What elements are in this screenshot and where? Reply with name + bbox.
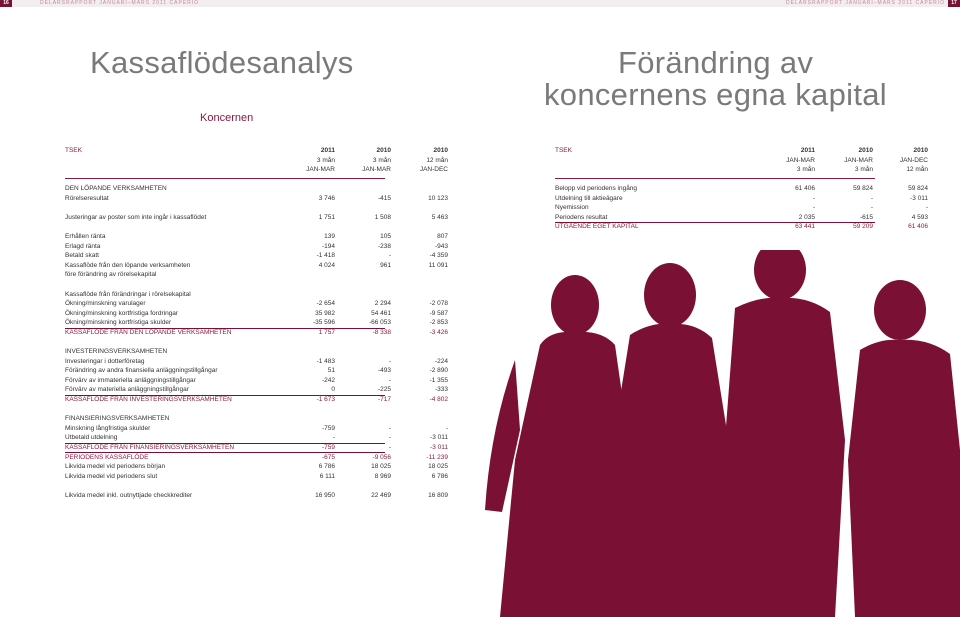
row-value: -: [332, 434, 335, 442]
row-value: -: [812, 194, 815, 202]
cashflow-col-range: JAN-DEC: [419, 166, 448, 174]
row-value: 61 406: [795, 185, 815, 192]
equity-col-range: JAN-MAR: [786, 156, 815, 164]
table-row: [65, 453, 448, 463]
row-value: 59 824: [853, 185, 873, 192]
cashflow-col-year: 2010: [433, 147, 448, 154]
table-row: [65, 213, 448, 223]
table-row: [65, 242, 448, 252]
row-value: -: [388, 444, 391, 452]
table-row: [65, 290, 395, 300]
table-row: [65, 481, 395, 491]
cashflow-title: Kassaflödesanalys: [90, 45, 354, 80]
row-label: Belopp vid periodens ingång: [555, 185, 638, 192]
table-row: [65, 357, 448, 367]
row-label: Kassaflöde från förändringar i rörelsekapital: [65, 290, 191, 298]
cashflow-tsek-label: TSEK: [65, 147, 82, 154]
row-value: 11 091: [428, 261, 448, 269]
table-row: [65, 376, 448, 386]
row-label: Utbetald utdelning: [65, 434, 118, 442]
cashflow-col-year: 2010: [376, 147, 391, 154]
row-value: -35 596: [312, 319, 335, 327]
row-value: 16 809: [428, 492, 448, 499]
row-value: -: [388, 424, 391, 432]
cashflow-col-period: 3 mån: [316, 156, 335, 164]
row-label: Erlagd ränta: [65, 242, 101, 250]
row-value: -717: [377, 396, 391, 404]
row-label: Utdelning till aktieägare: [555, 194, 623, 202]
row-value: 2 035: [798, 213, 815, 221]
equity-col-period: 3 mån: [796, 166, 815, 174]
equity-tsek-label: TSEK: [555, 147, 572, 154]
row-value: 1 508: [374, 213, 391, 221]
row-value: -4 802: [429, 396, 448, 404]
row-label: UTGÅENDE EGET KAPITAL: [555, 223, 639, 231]
equity-table: [555, 184, 928, 232]
table-row: [65, 251, 448, 261]
row-value: -1 355: [429, 376, 448, 384]
row-label: Justeringar av poster som inte ingår i kassaflödet: [65, 213, 207, 221]
table-row: [65, 261, 448, 271]
row-value: 59 209: [853, 223, 873, 231]
people-silhouette-image: [480, 250, 960, 617]
cashflow-subtitle: Koncernen: [200, 112, 254, 124]
row-value: -2 890: [429, 367, 448, 375]
row-label: Ökning/minskning varulager: [65, 300, 146, 308]
table-row: [65, 462, 448, 472]
row-value: 6 786: [431, 472, 448, 480]
row-value: -675: [321, 453, 335, 461]
row-value: -2 654: [316, 300, 335, 308]
row-label: Förändring av andra finansiella anläggningstillgångar: [65, 367, 218, 375]
table-row: [65, 270, 395, 280]
row-value: -194: [321, 242, 335, 250]
cashflow-col-range: JAN-MAR: [306, 166, 335, 174]
row-value: -2 078: [429, 300, 448, 308]
row-label: före förändring av rörelsekapital: [65, 271, 157, 279]
row-value: -: [388, 252, 391, 260]
row-label: Likvida medel inkl. outnyttjade checkkrediter: [65, 492, 193, 499]
row-label: Kassaflöde från den löpande verksamheten: [65, 261, 191, 269]
cashflow-table-header: [65, 146, 448, 175]
table-row: [555, 194, 928, 204]
table-row: [65, 318, 448, 328]
row-value: -9 587: [429, 309, 448, 317]
table-row: [555, 222, 928, 232]
table-row: [65, 366, 448, 376]
row-value: 6 111: [319, 472, 335, 480]
row-value: -1 483: [316, 357, 335, 365]
row-value: 1 757: [318, 328, 335, 336]
table-row: [555, 203, 928, 213]
row-value: 18 025: [371, 463, 391, 471]
row-value: 4 024: [318, 261, 335, 269]
row-value: 1 751: [318, 213, 335, 221]
row-value: -225: [377, 386, 391, 394]
row-value: 35 982: [315, 309, 335, 317]
row-value: 16 950: [315, 492, 335, 499]
equity-header-rule: [555, 178, 875, 179]
table-row: [65, 280, 395, 290]
row-label: Likvida medel vid periodens början: [65, 463, 166, 471]
row-value: 4 593: [911, 213, 928, 221]
table-row: [65, 194, 448, 204]
row-value: -: [870, 194, 873, 202]
table-row: [65, 433, 448, 443]
row-value: 51: [327, 367, 335, 375]
row-label: Periodens resultat: [555, 213, 608, 221]
table-row: [65, 414, 395, 424]
cashflow-header-rule: [65, 178, 385, 179]
equity-title-line2: koncernens egna kapital: [544, 77, 887, 112]
row-value: -224: [434, 357, 448, 365]
row-value: 59 824: [908, 185, 928, 192]
row-label: Rörelseresultat: [65, 194, 109, 202]
row-label: FINANSIERINGSVERKSAMHETEN: [65, 415, 170, 423]
row-value: 10 123: [428, 194, 448, 202]
row-label: INVESTERINGSVERKSAMHETEN: [65, 348, 168, 356]
row-value: -415: [377, 194, 391, 202]
left-page-number: 16: [0, 0, 12, 7]
table-row: [65, 299, 448, 309]
row-value: -9 056: [372, 453, 391, 461]
row-value: -759: [321, 444, 335, 452]
table-row: [65, 491, 448, 501]
row-value: 8 969: [374, 472, 391, 480]
cashflow-col-year: 2011: [320, 147, 335, 154]
row-label: Ökning/minskning kortfristiga skulder: [65, 319, 172, 327]
equity-col-period: 3 mån: [854, 166, 873, 174]
row-value: 0: [331, 386, 335, 394]
right-running-title: DELÅRSRAPPORT JANUARI–MARS 2011 CAPERIO: [786, 0, 946, 6]
table-row: [65, 472, 448, 482]
table-row: [65, 338, 395, 348]
row-value: -: [812, 204, 815, 212]
equity-table-header: [555, 146, 928, 175]
cashflow-col-period: 3 mån: [372, 156, 391, 164]
row-value: -: [388, 376, 391, 384]
row-label: DEN LÖPANDE VERKSAMHETEN: [65, 185, 167, 192]
table-row: [65, 347, 395, 357]
left-running-title: DELÅRSRAPPORT JANUARI–MARS 2011 CAPERIO: [40, 0, 200, 6]
equity-col-year: 2011: [800, 147, 815, 154]
table-row: [65, 443, 448, 453]
table-row: [65, 203, 395, 213]
row-value: 3 746: [318, 194, 335, 202]
row-value: 2 294: [374, 300, 391, 308]
equity-col-range: JAN-MAR: [844, 156, 873, 164]
row-value: -2 853: [429, 319, 448, 327]
row-value: -: [388, 434, 391, 442]
row-value: -242: [321, 376, 335, 384]
row-label: Förvärv av immateriella anläggningstillgångar: [65, 376, 196, 384]
row-value: -238: [377, 242, 391, 250]
row-value: -66 053: [368, 319, 391, 327]
row-value: -3 011: [910, 194, 928, 202]
table-row: [65, 328, 448, 338]
row-value: 18 025: [428, 463, 448, 471]
table-row: [65, 405, 395, 415]
table-row: [555, 184, 928, 194]
equity-col-year: 2010: [913, 147, 928, 154]
equity-col-range: JAN-DEC: [899, 156, 928, 164]
row-value: -4 359: [429, 252, 448, 260]
table-row: [65, 395, 448, 405]
row-value: -759: [321, 424, 335, 432]
row-value: -: [925, 204, 928, 212]
row-value: 961: [380, 261, 391, 269]
equity-title-line1: Förändring av: [618, 45, 814, 80]
row-value: 5 463: [431, 213, 448, 221]
row-value: 807: [437, 232, 448, 240]
row-label: Nyemission: [555, 204, 589, 212]
cashflow-col-period: 12 mån: [426, 156, 448, 164]
table-row: [65, 424, 448, 434]
row-value: 139: [324, 232, 335, 240]
row-value: -615: [859, 213, 873, 221]
row-value: 22 469: [371, 492, 391, 499]
row-value: -943: [434, 242, 448, 250]
row-value: -3 011: [430, 444, 448, 452]
row-value: -: [445, 424, 448, 432]
row-value: 61 406: [908, 223, 928, 231]
cashflow-table: [65, 184, 448, 501]
row-value: 105: [380, 232, 391, 240]
row-value: -493: [377, 367, 391, 375]
cashflow-col-range: JAN-MAR: [362, 166, 391, 174]
equity-col-period: 12 mån: [906, 166, 928, 174]
row-label: KASSAFLÖDE FRÅN INVESTERINGSVERKSAMHETEN: [65, 396, 232, 404]
row-label: Minskning långfristiga skulder: [65, 424, 151, 432]
row-value: -: [388, 357, 391, 365]
row-value: -1 673: [316, 396, 335, 404]
table-row: [65, 385, 448, 395]
row-label: Likvida medel vid periodens slut: [65, 472, 158, 480]
row-value: -3 011: [430, 434, 448, 442]
row-label: Investeringar i dotterföretag: [65, 357, 145, 365]
row-value: -333: [434, 386, 448, 394]
right-page-number: 17: [948, 0, 960, 7]
row-value: 6 786: [318, 463, 335, 471]
row-label: KASSAFLÖDE FRÅN FINANSIERINGSVERKSAMHETEN: [65, 444, 235, 452]
row-value: -8 338: [372, 328, 391, 336]
row-label: Betald skatt: [65, 252, 99, 260]
row-value: -1 418: [316, 252, 335, 260]
table-row: [65, 309, 448, 319]
row-label: Erhållen ränta: [65, 232, 106, 240]
row-value: -11 239: [426, 453, 448, 461]
row-value: 54 461: [371, 309, 391, 317]
row-value: 63 441: [795, 223, 815, 231]
row-label: PERIODENS KASSAFLÖDE: [65, 453, 149, 461]
row-label: KASSAFLÖDE FRÅN DEN LÖPANDE VERKSAMHETEN: [65, 328, 232, 336]
row-value: -: [870, 204, 873, 212]
row-label: Ökning/minskning kortfristiga fordringar: [65, 309, 179, 317]
table-row: [65, 184, 395, 194]
row-label: Förvärv av materiella anläggningstillgångar: [65, 386, 189, 394]
equity-col-year: 2010: [858, 147, 873, 154]
row-value: -3 426: [429, 328, 448, 336]
table-row: [65, 222, 395, 232]
table-row: [65, 232, 448, 242]
